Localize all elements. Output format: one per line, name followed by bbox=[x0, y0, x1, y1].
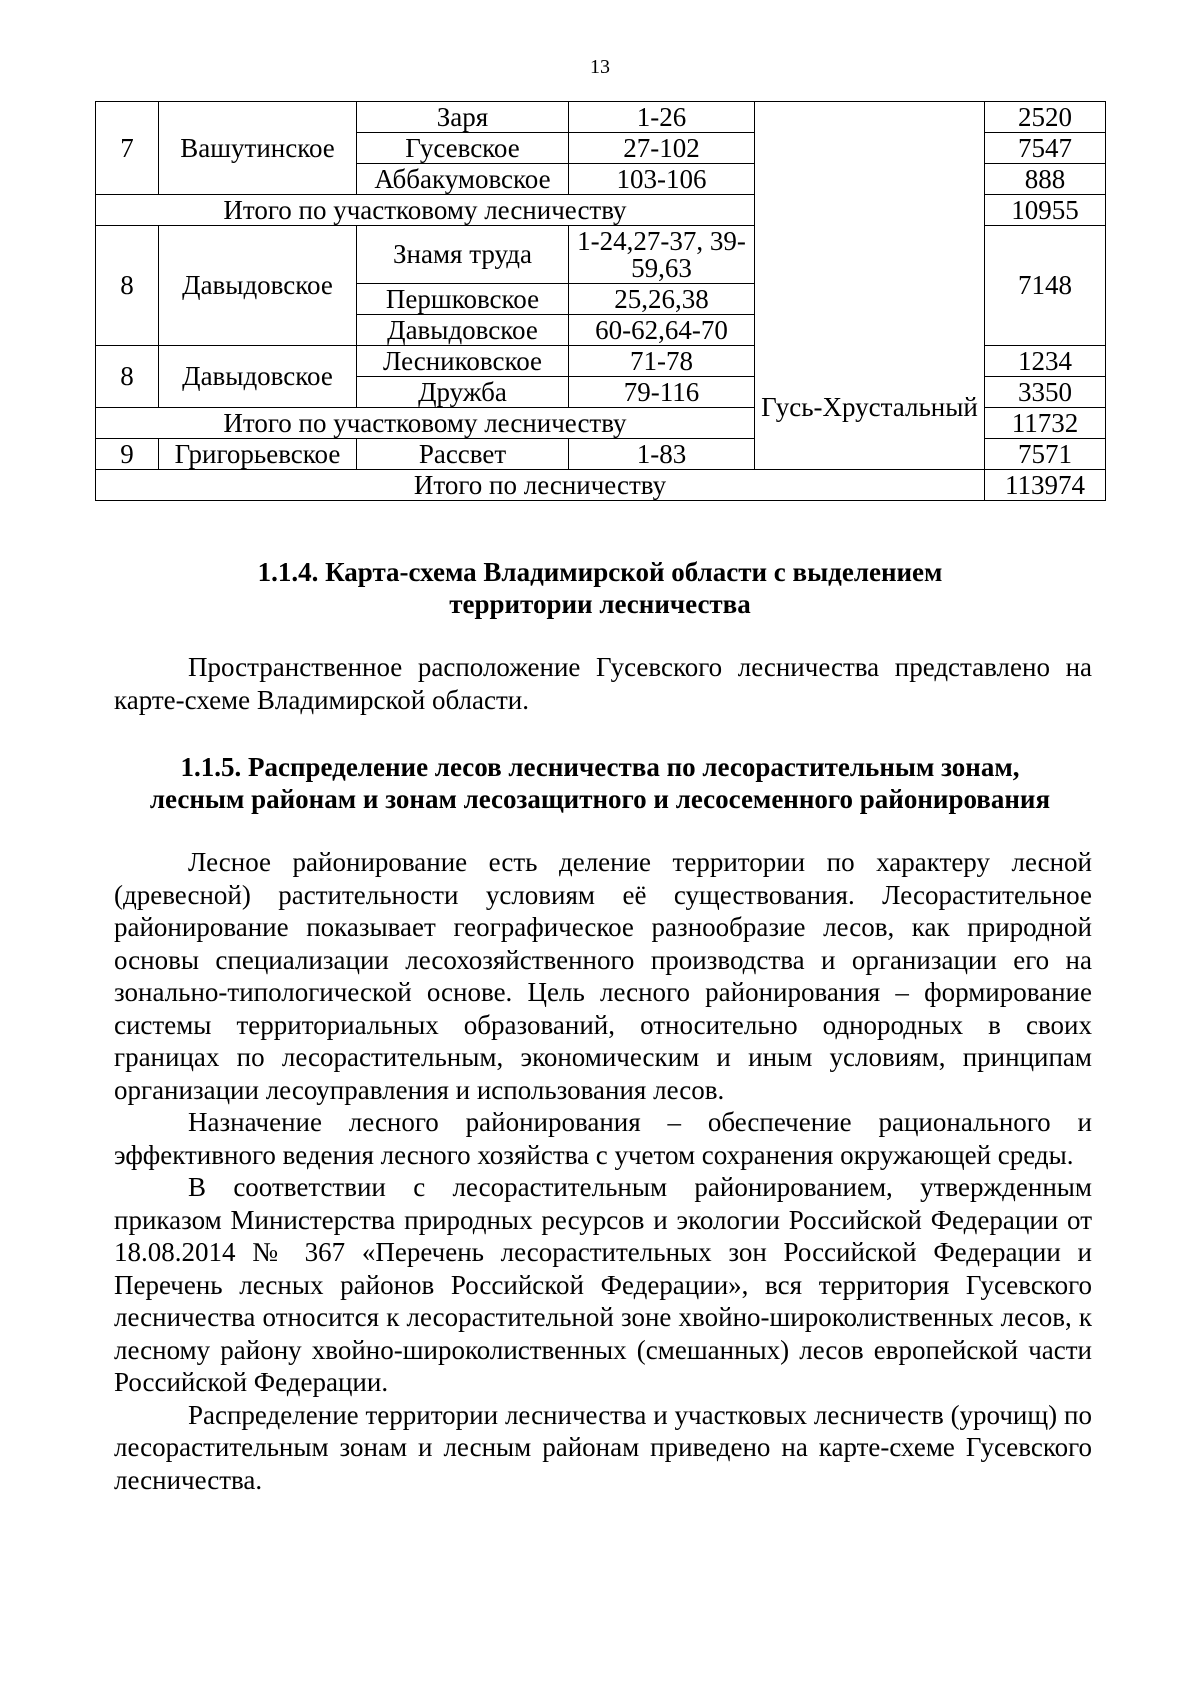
paragraph: Назначение лесного районирования – обеспечение рационального и эффективного ведения лесного хозяйства с учетом сохранения окружающей среды. bbox=[114, 1107, 1092, 1170]
table-row bbox=[96, 226, 1106, 284]
subtotal-area: 11732 bbox=[985, 408, 1106, 439]
subtotal-label: Итого по участковому лесничеству bbox=[96, 195, 755, 226]
forestry-name: Давыдовское bbox=[159, 226, 357, 346]
total-label: Итого по лесничеству bbox=[96, 470, 985, 501]
tract-name: Дружба bbox=[357, 377, 569, 408]
table-row bbox=[96, 102, 1106, 133]
forestry-name: Григорьевское bbox=[159, 439, 357, 470]
district-cell bbox=[755, 133, 985, 164]
heading-line: 1.1.4. Карта-схема Владимирской области с выделением bbox=[257, 557, 943, 587]
paragraph: Пространственное расположение Гусевского лесничества представлено на карте-схеме Владимирской области. bbox=[114, 652, 1092, 715]
forestry-table bbox=[95, 101, 1106, 501]
district-cell bbox=[755, 195, 985, 226]
quarters: 103-106 bbox=[569, 164, 755, 195]
row-number: 8 bbox=[96, 226, 159, 346]
quarters: 1-26 bbox=[569, 102, 755, 133]
paragraph: В соответствии с лесорастительным районированием, утвержденным приказом Министерства природных ресурсов и экологии Российской Федерации от 18.08.2014 № 367 «Перечень лесорастительных зон Российской Федерации и Перечень лесных районов Российской Федерации», вся территория Гусевского лесничества относится к лесорастительной зоне хвойно-широколиственных лесов, к лесному району хвойно-широколиственных (смешанных) лесов европейской части Российской Федерации. bbox=[114, 1172, 1092, 1397]
paragraph: Лесное районирование есть деление территории по характеру лесной (древесной) растительности условиям её существования. Лесорастительное районирование показывает географическое разнообразие лесов, как природной основы специализации лесохозяйственного производства и организации его на зонально-типологической основе. Цель лесного районирования – формирование системы территориальных образований, относительно однородных в своих границах по лесорастительным, экономическим и иным условиям, принципам организации лесоуправления и использования лесов. bbox=[114, 847, 1092, 1105]
tract-name: Гусевское bbox=[357, 133, 569, 164]
table-row bbox=[96, 346, 1106, 377]
tract-name: Знамя труда bbox=[357, 226, 569, 284]
row-number: 7 bbox=[96, 102, 159, 195]
quarters: 60-62,64-70 bbox=[569, 315, 755, 346]
quarters: 25,26,38 bbox=[569, 284, 755, 315]
quarters: 1-24,27-37, 39-59,63 bbox=[569, 226, 755, 284]
tract-name: Лесниковское bbox=[357, 346, 569, 377]
section-heading-1-1-5 bbox=[95, 751, 1105, 815]
district-cell bbox=[755, 102, 985, 133]
heading-line: 1.1.5. Распределение лесов лесничества по лесорастительным зонам, bbox=[180, 752, 1020, 782]
district-cell bbox=[755, 164, 985, 195]
quarters: 71-78 bbox=[569, 346, 755, 377]
heading-line: территории лесничества bbox=[449, 589, 751, 619]
district-cell bbox=[755, 226, 985, 346]
section-heading-1-1-4 bbox=[95, 556, 1105, 620]
area: 7547 bbox=[985, 133, 1106, 164]
subtotal-row bbox=[96, 195, 1106, 226]
tract-name: Давыдовское bbox=[357, 315, 569, 346]
total-row bbox=[96, 470, 1106, 501]
subtotal-area: 10955 bbox=[985, 195, 1106, 226]
row-number: 9 bbox=[96, 439, 159, 470]
total-area: 113974 bbox=[985, 470, 1106, 501]
section-1-1-5-text bbox=[114, 846, 1092, 1496]
quarters: 1-83 bbox=[569, 439, 755, 470]
heading-line: лесным районам и зонам лесозащитного и лесосеменного районирования bbox=[149, 784, 1051, 814]
row-number: 8 bbox=[96, 346, 159, 408]
area: 7571 bbox=[985, 439, 1106, 470]
tract-name: Рассвет bbox=[357, 439, 569, 470]
page-number: 13 bbox=[590, 56, 610, 78]
tract-name: Першковское bbox=[357, 284, 569, 315]
forestry-name: Вашутинское bbox=[159, 102, 357, 195]
section-1-1-4-text bbox=[114, 651, 1092, 716]
area: 3350 bbox=[985, 377, 1106, 408]
subtotal-label: Итого по участковому лесничеству bbox=[96, 408, 755, 439]
district-name: Гусь-Хрустальный bbox=[755, 346, 985, 470]
area: 1234 bbox=[985, 346, 1106, 377]
paragraph: Распределение территории лесничества и участковых лесничеств (урочищ) по лесорастительным зонам и лесным районам приведено на карте-схеме Гусевского лесничества. bbox=[114, 1399, 1092, 1495]
area: 7148 bbox=[985, 226, 1106, 346]
quarters: 79-116 bbox=[569, 377, 755, 408]
area: 2520 bbox=[985, 102, 1106, 133]
tract-name: Аббакумовское bbox=[357, 164, 569, 195]
tract-name: Заря bbox=[357, 102, 569, 133]
area: 888 bbox=[985, 164, 1106, 195]
quarters: 27-102 bbox=[569, 133, 755, 164]
forestry-name: Давыдовское bbox=[159, 346, 357, 408]
